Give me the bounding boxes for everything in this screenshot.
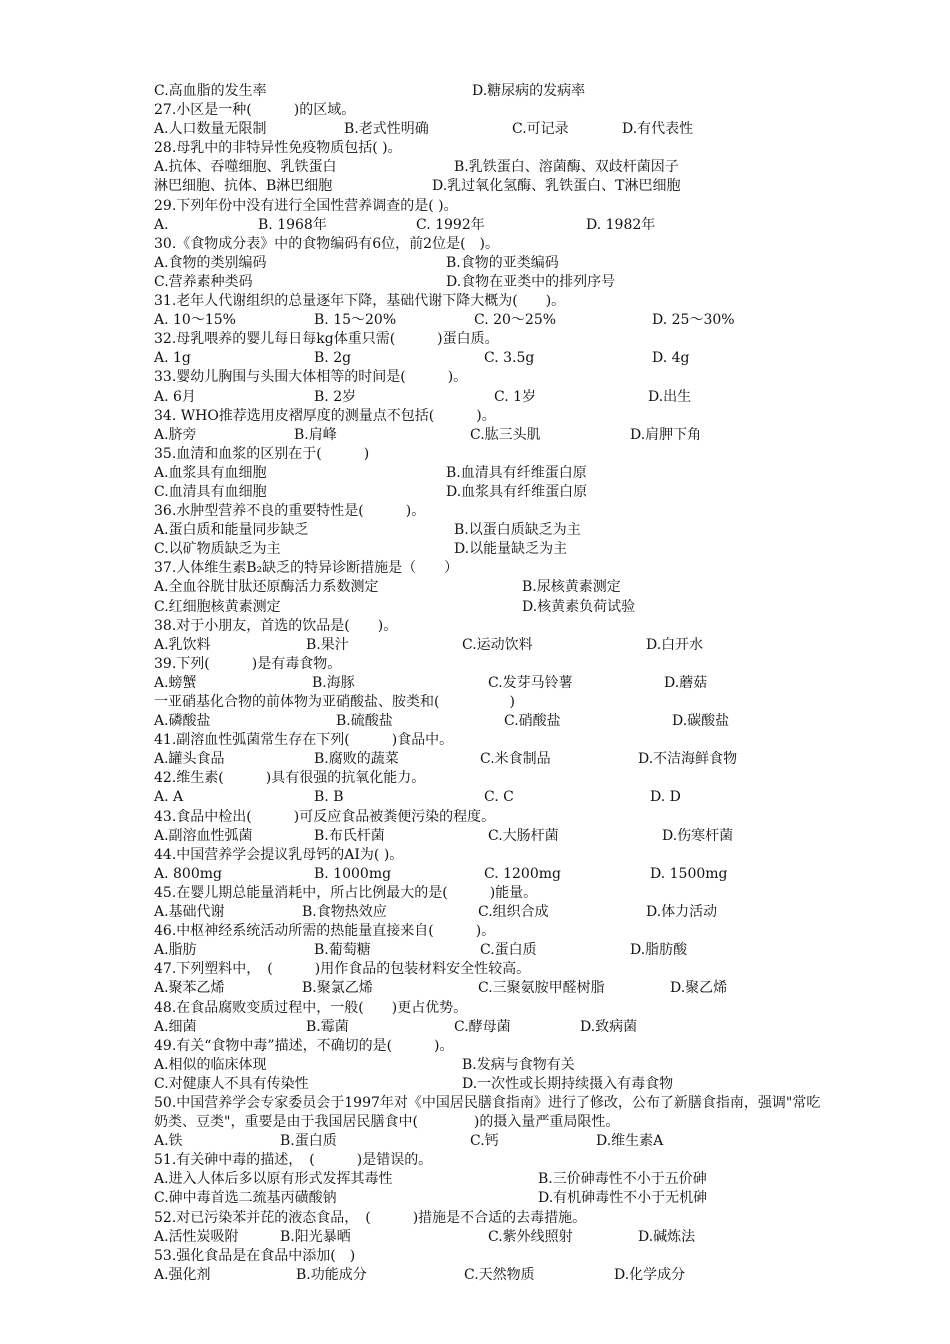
option-item: B.蛋白质: [280, 1133, 337, 1150]
option-item: B. 1000mg: [314, 865, 392, 882]
option-item: A.活性炭吸附: [154, 1228, 239, 1245]
question-text: 34. WHO推荐选用皮褶厚度的测量点不包括( )。: [154, 407, 496, 424]
option-item: A.进入人体后多以原有形式发挥其毒性: [154, 1171, 393, 1188]
option-item: A.脐旁: [154, 426, 197, 443]
question-line: [154, 1209, 834, 1228]
option-item: A.全血谷胱甘肽还原酶活力系数测定: [154, 579, 379, 596]
question-text: 53.强化食品是在食品中添加( ): [154, 1247, 356, 1264]
option-item: C.酵母菌: [454, 1018, 511, 1035]
options-line: [154, 273, 834, 292]
option-item: C.肱三头肌: [470, 426, 541, 443]
option-item: A.血浆具有血细胞: [154, 464, 267, 481]
option-item: D. 25～30%: [652, 312, 735, 329]
option-item: A.副溶血性弧菌: [154, 827, 253, 844]
options-line: [154, 598, 834, 617]
options-line: [154, 636, 834, 655]
option-item: D.白开水: [646, 636, 704, 653]
option-item: C.组织合成: [478, 904, 549, 921]
option-item: D. 4g: [652, 350, 690, 367]
option-item: D.糖尿病的发病率: [472, 83, 586, 99]
options-line: [154, 578, 834, 597]
option-item: C. 1岁: [494, 388, 537, 405]
question-line: [154, 101, 834, 120]
option-item: C. 20～25%: [474, 312, 557, 329]
question-line: [154, 292, 834, 311]
question-text: 41.副溶血性弧菌常生存在下列( )食品中。: [154, 732, 454, 749]
option-item: C.发芽马铃薯: [488, 674, 573, 691]
option-item: C.大肠杆菌: [488, 827, 559, 844]
option-item: A.罐头食品: [154, 751, 225, 768]
question-line: [154, 502, 834, 521]
option-item: A.抗体、吞噬细胞、乳铁蛋白: [154, 159, 337, 176]
options-line: [154, 788, 834, 807]
option-item: A.细菌: [154, 1018, 197, 1035]
question-text: 37.人体维生素B₂缺乏的特异诊断措施是（ ）: [154, 560, 459, 577]
option-item: A. 6月: [154, 388, 196, 405]
options-line: [154, 216, 834, 235]
options-line: [154, 388, 834, 407]
options-line: [154, 82, 834, 101]
option-item: B.血清具有纤维蛋白原: [446, 464, 587, 481]
options-line: [154, 1266, 834, 1285]
question-text: 49.有关“食物中毒”描述，不确切的是( )。: [154, 1037, 454, 1054]
option-item: C. C: [484, 789, 514, 806]
question-text: 一亚硝基化合物的前体物为亚硝酸盐、胺类和( ): [154, 694, 515, 710]
question-line: [154, 197, 834, 216]
option-item: B. 2g: [314, 350, 352, 367]
option-item: A.脂肪: [154, 942, 197, 959]
options-line: [154, 521, 834, 540]
option-item: 淋巴细胞、抗体、B淋巴细胞: [154, 178, 333, 195]
option-item: A. A: [154, 789, 184, 806]
options-line: [154, 827, 834, 846]
option-item: A.食物的类别编码: [154, 254, 267, 271]
option-item: B. 2岁: [314, 388, 357, 405]
option-item: A.螃蟹: [154, 674, 197, 691]
option-item: D.伤寒杆菌: [662, 827, 734, 844]
options-line: [154, 540, 834, 559]
option-item: B.霉菌: [306, 1018, 349, 1035]
question-line: [154, 731, 834, 750]
question-line: [154, 559, 834, 578]
question-text: 35.血清和血浆的区别在于( ): [154, 445, 370, 462]
question-text: 33.婴幼儿胸围与头围大体相等的时间是( )。: [154, 369, 468, 386]
question-text: 48.在食品腐败变质过程中，一般( )更占优势。: [154, 999, 468, 1016]
question-text: 32.母乳喂养的婴儿每日每kg体重只需( )蛋白质。: [154, 331, 499, 348]
option-item: D.维生素A: [596, 1133, 664, 1150]
option-item: B.乳铁蛋白、溶菌酶、双歧杆菌因子: [454, 159, 679, 176]
option-item: D.蘑菇: [664, 674, 708, 691]
question-text: 28.母乳中的非特异性免疫物质包括( )。: [154, 140, 402, 157]
option-item: A.聚苯乙烯: [154, 980, 225, 997]
options-line: [154, 941, 834, 960]
question-text: 51.有关砷中毒的描述， ( )是错误的。: [154, 1152, 433, 1169]
option-item: D.聚乙烯: [670, 980, 728, 997]
option-item: D.出生: [648, 388, 692, 405]
option-item: C.营养素种类码: [154, 273, 253, 290]
options-line: [154, 1132, 834, 1151]
question-text: 46.中枢神经系统活动所需的热能量直接来自( )。: [154, 923, 496, 940]
option-item: B.食物的亚类编码: [446, 254, 559, 271]
option-item: C.对健康人不具有传染性: [154, 1075, 309, 1092]
option-item: C. 1200mg: [484, 865, 561, 882]
option-item: A. 10～15%: [154, 312, 236, 329]
option-item: D. 1982年: [586, 216, 656, 233]
question-line: [154, 655, 834, 674]
option-item: B.发病与食物有关: [462, 1056, 575, 1073]
option-item: C.蛋白质: [480, 942, 537, 959]
option-item: D.核黄素负荷试验: [522, 598, 636, 615]
option-item: D.肩胛下角: [630, 426, 702, 443]
question-line: [154, 808, 834, 827]
option-item: D. D: [650, 789, 681, 806]
question-text: 39.下列( )是有毒食物。: [154, 655, 342, 672]
option-item: C.高血脂的发生率: [154, 83, 267, 99]
question-line: [154, 1151, 834, 1170]
option-item: B. 15～20%: [314, 312, 397, 329]
option-item: C.三聚氨胺甲醛树脂: [478, 980, 605, 997]
options-line: [154, 865, 834, 884]
option-item: B.阳光暴晒: [280, 1228, 351, 1245]
option-item: D. 1500mg: [650, 865, 728, 882]
question-text: 43.食品中检出( )可反应食品被粪便污染的程度。: [154, 808, 496, 825]
option-item: D.碳酸盐: [672, 713, 730, 730]
question-line: [154, 999, 834, 1018]
question-line: [154, 884, 834, 903]
question-line: [154, 846, 834, 865]
option-item: D.血浆具有纤维蛋白原: [446, 483, 588, 500]
options-line: [154, 177, 834, 196]
option-item: C.血清具有血细胞: [154, 483, 267, 500]
question-text: 42.维生素( )具有很强的抗氧化能力。: [154, 770, 426, 787]
option-item: B.硫酸盐: [336, 713, 393, 730]
question-text: 29.下列年份中没有进行全国性营养调查的是( )。: [154, 197, 458, 214]
option-item: C. 3.5g: [484, 350, 535, 367]
option-item: C.可记录: [512, 121, 569, 138]
question-text: 36.水肿型营养不良的重要特性是( )。: [154, 503, 426, 520]
option-item: B.三价砷毒性不小于五价砷: [538, 1171, 707, 1188]
question-line: [154, 1247, 834, 1266]
option-item: B. 1968年: [258, 216, 327, 233]
option-item: B.聚氯乙烯: [302, 980, 373, 997]
option-item: C.米食制品: [480, 751, 551, 768]
option-item: B.腐败的蔬菜: [314, 751, 399, 768]
option-item: B.尿核黄素测定: [522, 579, 621, 596]
option-item: B.果汁: [306, 636, 349, 653]
options-line: [154, 979, 834, 998]
options-line: [154, 1228, 834, 1247]
option-item: D.脂肪酸: [630, 942, 688, 959]
option-item: A.强化剂: [154, 1266, 211, 1283]
option-item: B.海豚: [312, 674, 355, 691]
option-item: D.有机砷毒性不小于无机砷: [538, 1190, 708, 1207]
document-page: [154, 82, 834, 1285]
options-line: [154, 750, 834, 769]
question-line: [154, 693, 834, 712]
options-line: [154, 311, 834, 330]
question-line: [154, 769, 834, 788]
question-text: 44.中国营养学会提议乳母钙的AI为( )。: [154, 846, 404, 863]
question-line: [154, 330, 834, 349]
option-item: A.人口数量无限制: [154, 121, 267, 138]
option-item: C.天然物质: [464, 1266, 535, 1283]
option-item: D.体力活动: [646, 904, 718, 921]
question-text: 45.在婴儿期总能量消耗中，所占比例最大的是( )能量。: [154, 884, 538, 901]
options-line: [154, 158, 834, 177]
options-line: [154, 1170, 834, 1189]
option-item: C.红细胞核黄素测定: [154, 598, 281, 615]
options-line: [154, 1056, 834, 1075]
option-item: D.食物在亚类中的排列序号: [446, 273, 616, 290]
question-line: [154, 368, 834, 387]
option-item: A.蛋白质和能量同步缺乏: [154, 522, 309, 539]
option-item: A.基础代谢: [154, 904, 225, 921]
options-line: [154, 426, 834, 445]
option-item: A.: [154, 216, 169, 233]
option-item: A.磷酸盐: [154, 713, 211, 730]
option-item: B.以蛋白质缺乏为主: [454, 522, 581, 539]
question-text: 47.下列塑料中， ( )用作食品的包装材料安全性较高。: [154, 961, 531, 978]
option-item: D.乳过氧化氢酶、乳铁蛋白、T淋巴细胞: [432, 178, 681, 195]
question-text: 50.中国营养学会专家委员会于1997年对《中国居民膳食指南》进行了修改，公布了新膳食指南，强调"常吃奶类、豆类"，重要是由于我国居民膳食中( )的摄入量严重局限性。: [154, 1094, 821, 1131]
question-text: 52.对已污染苯并芘的液态食品， ( )措施是不合适的去毒措施。: [154, 1209, 587, 1226]
option-item: B. B: [314, 789, 344, 806]
options-line: [154, 254, 834, 273]
question-text: 30.《食物成分表》中的食物编码有6位，前2位是( )。: [154, 235, 500, 252]
option-item: D.有代表性: [622, 121, 694, 138]
option-item: D.碱炼法: [638, 1228, 696, 1245]
option-item: B.功能成分: [296, 1266, 367, 1283]
question-line: [154, 235, 834, 254]
option-item: C.运动饮料: [462, 636, 533, 653]
option-item: D.一次性或长期持续摄入有毒食物: [462, 1075, 674, 1092]
options-line: [154, 903, 834, 922]
options-line: [154, 349, 834, 368]
question-line: [154, 445, 834, 464]
options-line: [154, 483, 834, 502]
question-line: [154, 1037, 834, 1056]
option-item: A. 800mg: [154, 865, 222, 882]
option-item: C.以矿物质缺乏为主: [154, 541, 281, 558]
option-item: B.老式性明确: [344, 121, 429, 138]
question-text: 31.老年人代谢组织的总量逐年下降，基础代谢下降大概为( )。: [154, 293, 566, 310]
question-line: [154, 922, 834, 941]
option-item: C.钙: [470, 1133, 499, 1150]
option-item: A.铁: [154, 1133, 183, 1150]
options-line: [154, 1018, 834, 1037]
question-line: [154, 407, 834, 426]
option-item: D.化学成分: [614, 1266, 686, 1283]
options-line: [154, 1189, 834, 1208]
options-line: [154, 712, 834, 731]
options-line: [154, 120, 834, 139]
option-item: D.致病菌: [580, 1018, 638, 1035]
option-item: B.葡萄糖: [314, 942, 371, 959]
options-line: [154, 464, 834, 483]
question-text: 27.小区是一种( )的区域。: [154, 102, 356, 119]
option-item: D.不洁海鲜食物: [638, 751, 738, 768]
option-item: A.相似的临床体现: [154, 1056, 267, 1073]
question-line: [154, 617, 834, 636]
option-item: C.紫外线照射: [488, 1228, 573, 1245]
question-line: [154, 960, 834, 979]
option-item: B.布氏杆菌: [314, 827, 385, 844]
option-item: B.肩峰: [294, 426, 337, 443]
option-item: A.乳饮料: [154, 636, 211, 653]
options-line: [154, 1075, 834, 1094]
options-line: [154, 674, 834, 693]
option-item: C.砷中毒首选二巯基丙磺酸钠: [154, 1190, 337, 1207]
option-item: B.食物热效应: [302, 904, 387, 921]
question-line: [154, 139, 834, 158]
option-item: C. 1992年: [416, 216, 485, 233]
question-text: 38.对于小朋友，首选的饮品是( )。: [154, 617, 398, 634]
option-item: A. 1g: [154, 350, 191, 367]
option-item: D.以能量缺乏为主: [454, 541, 568, 558]
option-item: C.硝酸盐: [504, 713, 561, 730]
